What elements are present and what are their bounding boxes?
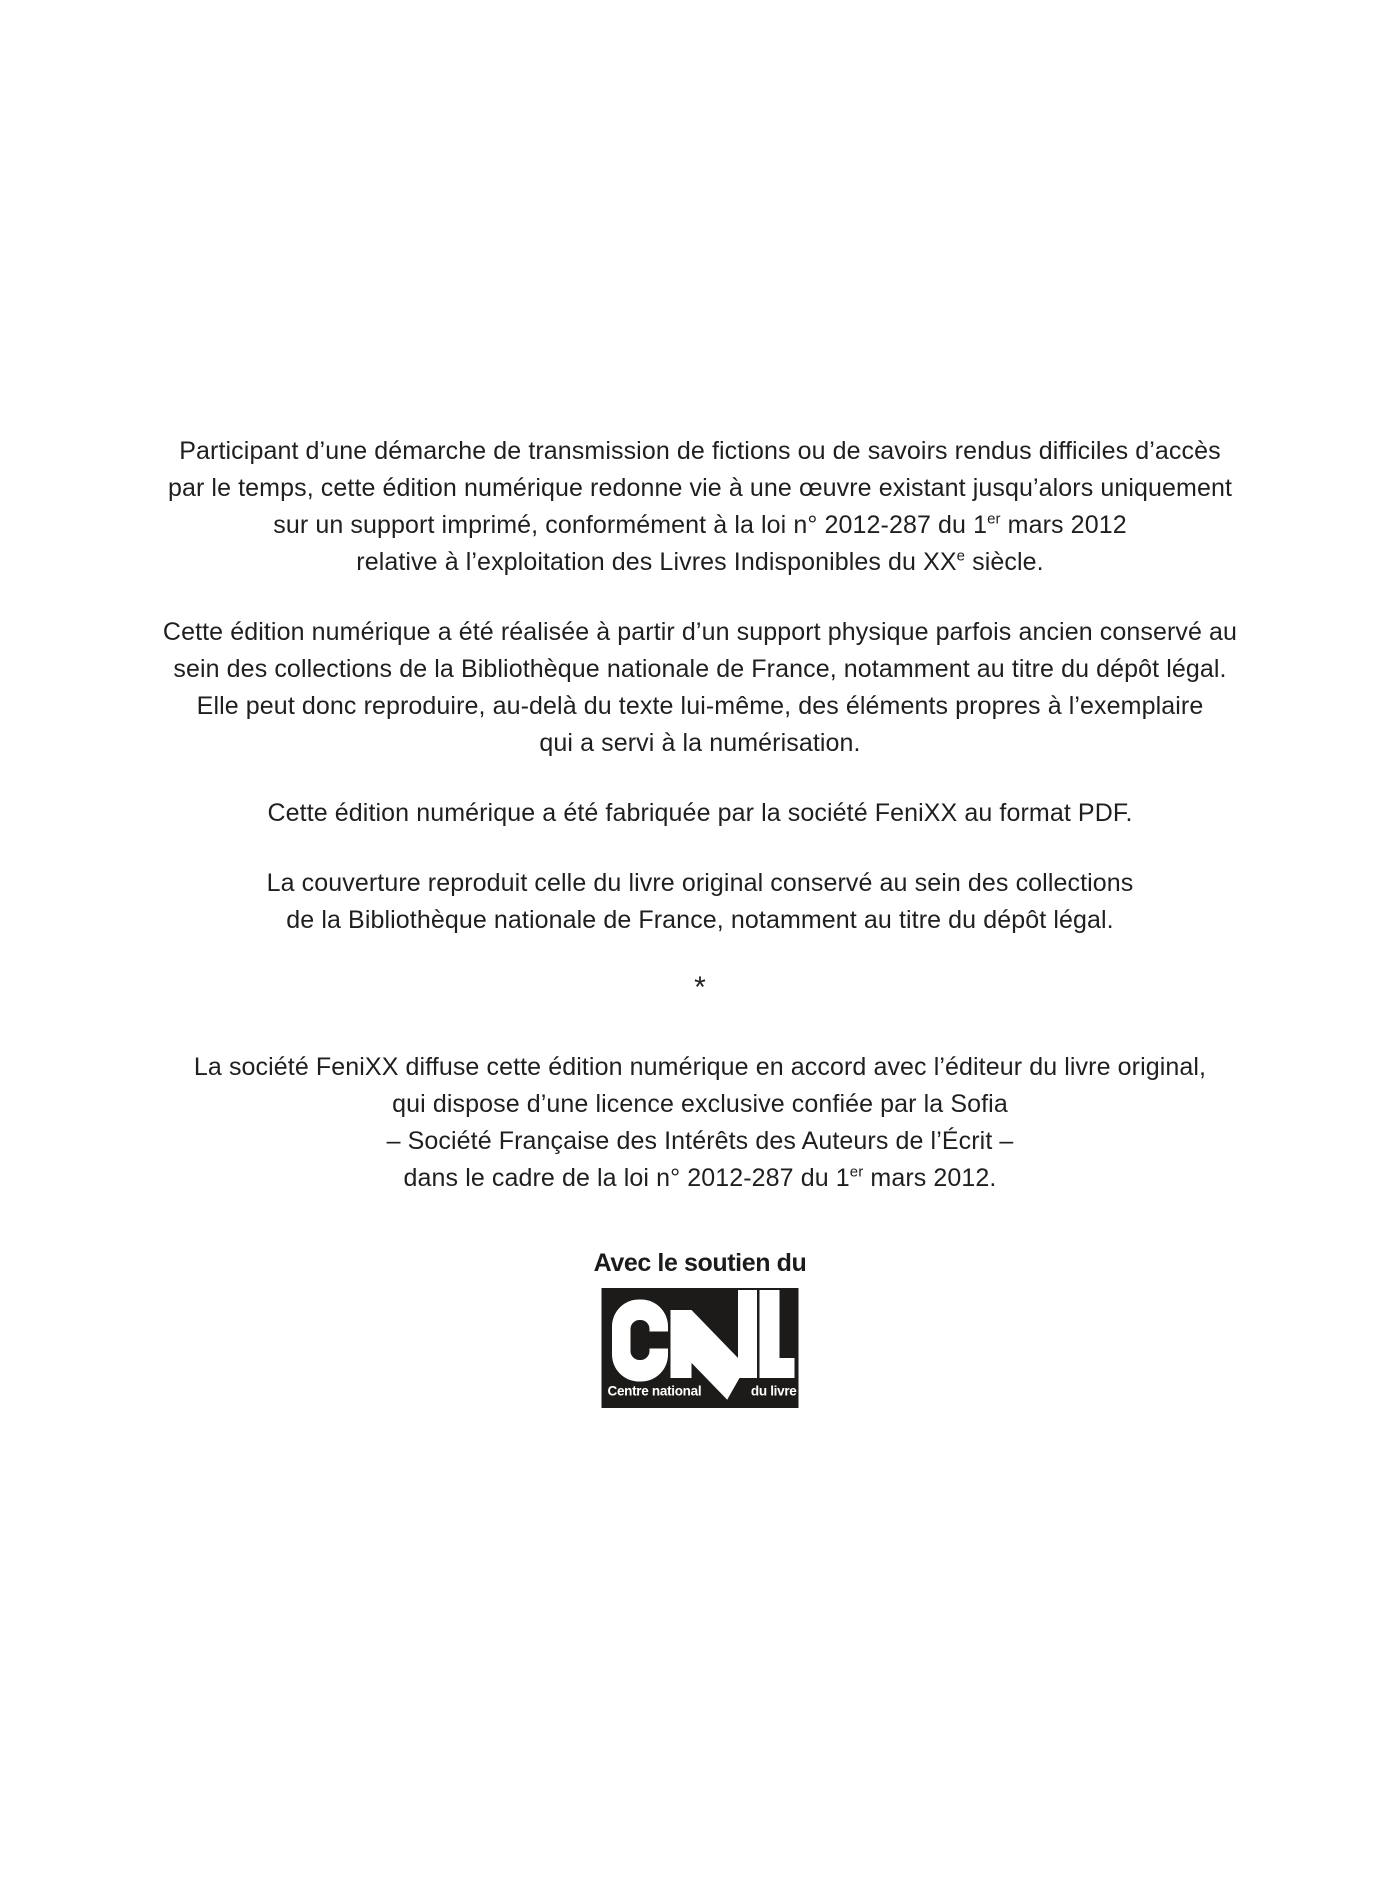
paragraph-line: La couverture reproduit celle du livre original conservé au sein des collections bbox=[266, 869, 1134, 897]
paragraph-line: Elle peut donc reproduire, au-delà du texte lui-même, des éléments propres à l’exemplaire bbox=[196, 692, 1204, 720]
paragraph-line: de la Bibliothèque nationale de France, notamment au titre du dépôt légal. bbox=[286, 906, 1114, 934]
support-text: Avec le soutien du bbox=[593, 1249, 807, 1277]
paragraph-line: sur un support imprimé, conformément à la loi n° 2012-287 du 1er mars 2012 bbox=[273, 510, 1127, 539]
logo-caption-left: Centre national bbox=[607, 1383, 702, 1399]
paragraph-line: La société FeniXX diffuse cette édition numérique en accord avec l’éditeur du livre original, bbox=[193, 1053, 1207, 1081]
cnl-logo bbox=[601, 1288, 799, 1408]
paragraph-line: Cette édition numérique a été fabriquée par la société FeniXX au format PDF. bbox=[267, 799, 1133, 827]
logo-caption-right: du livre bbox=[750, 1383, 797, 1399]
cnl-logo-graphic bbox=[601, 1288, 799, 1408]
paragraph-line: qui dispose d’une licence exclusive confiée par la Sofia bbox=[392, 1090, 1008, 1118]
paragraph-line: relative à l’exploitation des Livres Indisponibles du XXe siècle. bbox=[356, 547, 1044, 576]
paragraph bbox=[0, 433, 1400, 581]
paragraph-line: par le temps, cette édition numérique redonne vie à une œuvre existant jusqu’alors uniquement bbox=[167, 474, 1233, 502]
paragraph bbox=[0, 1049, 1400, 1197]
paragraph-line: sein des collections de la Bibliothèque nationale de France, notamment au titre du dépôt légal. bbox=[173, 655, 1227, 683]
letter-c-shape bbox=[612, 1300, 670, 1382]
paragraph-line: Cette édition numérique a été réalisée à partir d’un support physique parfois ancien conservé au bbox=[162, 618, 1238, 646]
paragraph-line: – Société Française des Intérêts des Auteurs de l’Écrit – bbox=[386, 1127, 1014, 1155]
paragraph bbox=[0, 795, 1400, 832]
footer bbox=[0, 1249, 1400, 1408]
paragraph-line: qui a servi à la numérisation. bbox=[539, 729, 861, 757]
paragraph bbox=[0, 865, 1400, 939]
paragraph-line: dans le cadre de la loi n° 2012-287 du 1er mars 2012. bbox=[403, 1163, 997, 1192]
separator-asterisk: * bbox=[694, 971, 706, 1004]
paragraph-line: Participant d’une démarche de transmission de fictions ou de savoirs rendus difficiles d’accès bbox=[179, 437, 1221, 465]
paragraph bbox=[0, 614, 1400, 762]
